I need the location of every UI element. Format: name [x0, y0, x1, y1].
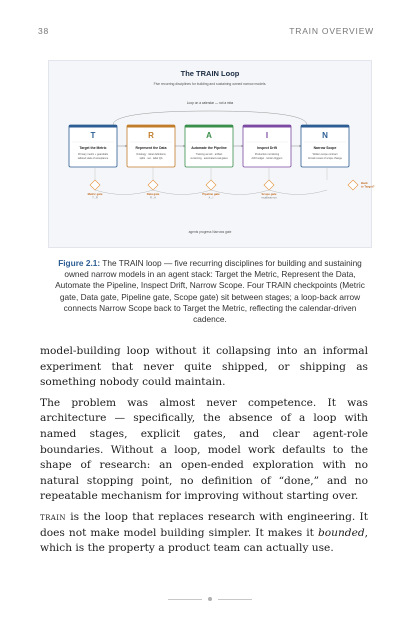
gate-3 — [202, 180, 220, 200]
gate-sub: T→R — [92, 196, 98, 200]
stage-accent-bar — [301, 125, 349, 128]
paragraph-1: model-building loop without it collapsing into an informal experiment that never quite shipped, or shipping as something nobody could maintain. — [40, 345, 368, 389]
stage-accent-bar — [185, 125, 233, 128]
gate-label: Scope gate — [261, 192, 277, 196]
stage-row — [69, 125, 349, 167]
stage-letter: A — [206, 131, 212, 140]
stage-desc-line: formal review of scope change — [308, 157, 342, 160]
stage-desc-line: tailored slate of acceptance — [77, 157, 109, 160]
gate-row — [88, 167, 375, 200]
paragraph-3 — [40, 510, 368, 557]
figure-title: The TRAIN Loop — [180, 69, 240, 78]
stage-desc-line: Written scope contract — [312, 153, 338, 156]
page-header — [38, 26, 374, 38]
gate-connector — [211, 190, 269, 195]
gate-1 — [88, 180, 103, 200]
figure-train-loop — [48, 60, 375, 248]
gate-connector — [269, 190, 327, 195]
caption-label: Figure 2.1: — [58, 258, 101, 268]
gate-4 — [261, 180, 276, 200]
gate-sub: recalibrate set — [261, 196, 277, 200]
body-text — [40, 344, 368, 562]
figure-legend: agents progress Narrows gate — [188, 230, 232, 234]
stage-desc-line: Production monitoring — [254, 153, 280, 156]
paragraph-3-part-b: , which is the property a product team can actually use. — [40, 526, 368, 555]
stage-letter: T — [90, 131, 96, 140]
stage-name: Target the Metric — [79, 146, 107, 150]
stage-name: Automate the Pipeline — [191, 146, 227, 150]
gate-label: Pipeline gate — [202, 192, 220, 196]
paragraph-3-part-a: is the loop that replaces research with engineering. It does not make model building simpler. It makes it — [40, 510, 368, 539]
gate-connector — [95, 190, 153, 195]
gate-label: to Target? — [361, 184, 375, 189]
loop-note: Loop on a calendar — not a mba — [186, 101, 234, 105]
gate-diamond — [90, 180, 100, 190]
stage-a — [185, 125, 233, 167]
stage-t — [69, 125, 117, 167]
stage-n — [301, 125, 349, 167]
stage-accent-bar — [243, 125, 291, 128]
page-number: 38 — [38, 26, 50, 36]
running-title: TRAIN OVERVIEW — [289, 26, 374, 36]
stage-name: Inspect Drift — [257, 146, 277, 150]
emphasis-bounded: bounded — [317, 526, 365, 539]
gate-2 — [147, 180, 160, 200]
figure-caption — [46, 258, 374, 325]
stage-desc-line: Ontology · label definitions — [136, 153, 166, 156]
gate-5 — [348, 180, 375, 190]
gate-diamond — [348, 180, 358, 190]
stage-letter: I — [265, 131, 269, 140]
stage-r — [127, 125, 175, 167]
footer-ornament — [168, 596, 252, 602]
gate-label: Back — [361, 181, 368, 185]
stage-desc-line: Training as IaC · artifact — [195, 153, 223, 156]
gate-diamond — [148, 180, 158, 190]
stage-name: Narrow Scope — [313, 146, 337, 150]
stage-desc-line: Primary metric + guardrails — [78, 153, 108, 156]
paragraph-2: The problem was almost never competence. It was architecture — specifically, the absence of a loop with named stages, explicit gates, and clear agent-role boundaries. Without a loop, model work defaults to the shape of research: an open-ended exploration with no natural stopping point, no definition of “done,” and no repeatable mechanism for improving without starting over. — [40, 396, 368, 503]
loop-back-arrow — [113, 111, 307, 125]
gate-label: Metric gate — [87, 192, 103, 196]
stage-desc-line: splits · set · label QA — [139, 157, 163, 160]
gate-label: Data gate — [146, 192, 160, 196]
caption-text: The TRAIN loop — five recurring disciplines for building and sustaining owned narrow models in an agent stack: Target the Metric, Represent the Data, Automate the Pipeline, Inspect Drift, Narrow Scope. Four TRAIN checkpoints (Metric gate, Data gate, Pipeline gate, Scope gate) sit between stages; a loop-back arrow connects Narrow Scope back to Target the Metric, reflecting the calendar-driven cadence. — [55, 258, 365, 325]
train-loop-diagram — [49, 61, 375, 247]
stage-accent-bar — [69, 125, 117, 128]
stage-letter: N — [322, 131, 328, 140]
gate-diamond — [206, 180, 216, 190]
gate-sub: A→I — [208, 196, 214, 200]
stage-i — [243, 125, 291, 167]
train-smallcaps: train — [40, 510, 66, 523]
stage-desc-line: versioning · automated eval gates — [190, 157, 228, 160]
stage-desc-line: drift budget · retrain triggers — [251, 157, 283, 160]
stage-accent-bar — [127, 125, 175, 128]
gate-sub: R→A — [150, 196, 156, 200]
figure-subtitle: Five recurring disciplines for building and sustaining owned narrow models. — [153, 82, 267, 86]
gate-diamond — [264, 180, 274, 190]
stage-name: Represent the Data — [135, 146, 167, 150]
stage-letter: R — [148, 131, 154, 140]
